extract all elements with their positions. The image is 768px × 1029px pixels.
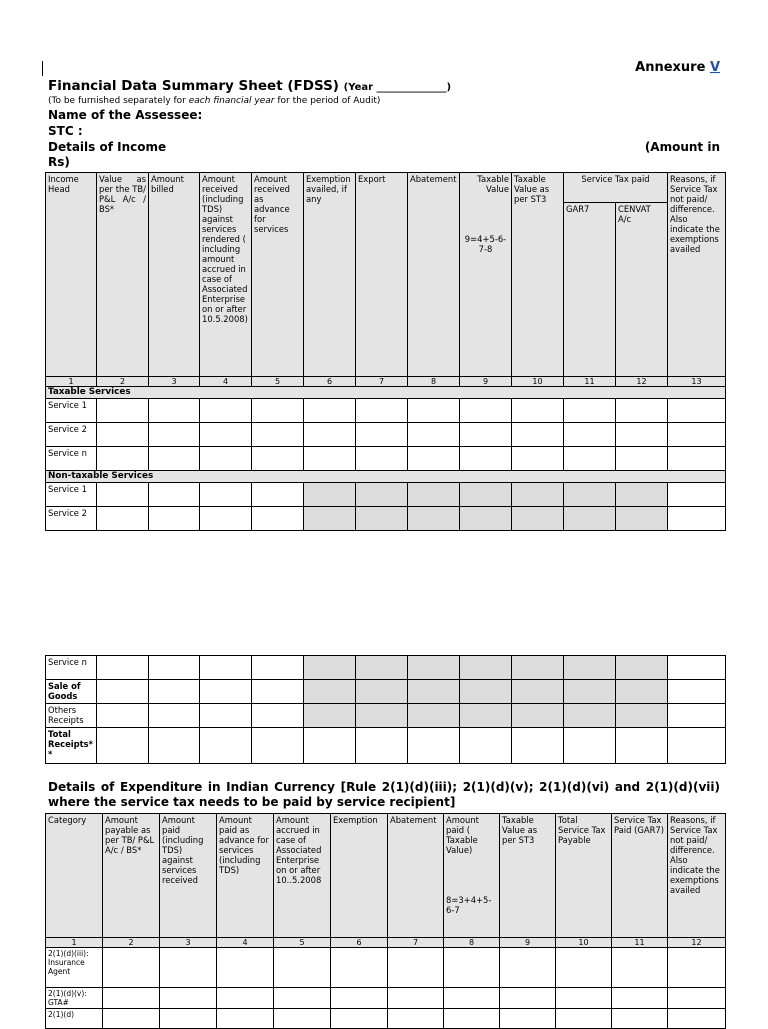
- exp-col-taxable-value: Amount paid ( Taxable Value) 8=3+4+5-6-7: [444, 814, 500, 938]
- amount-formula: 8=3+4+5-6-7: [446, 895, 492, 915]
- col-amount-received: Amount received (including TDS) against services rendered ( including amount accrued in case of Associated Enterprise on or after 10.5.2008): [200, 173, 252, 377]
- table-row: Service 1: [46, 399, 726, 423]
- exp-col-amount-paid: Amount paid (including TDS) against services received: [160, 814, 217, 938]
- col-abatement: Abatement: [408, 173, 460, 377]
- col-advance: Amount received as advance for services: [252, 173, 304, 377]
- col-reasons: Reasons, if Service Tax not paid/ difference. Also indicate the exemptions availed: [668, 173, 726, 377]
- col-exemption: Exemption availed, if any: [304, 173, 356, 377]
- table-row: Service 1: [46, 483, 726, 507]
- table-row: Others Receipts: [46, 704, 726, 728]
- section-nontaxable-services: Non-taxable Services: [46, 471, 726, 483]
- col-taxable-st3: Taxable Value as per ST3: [512, 173, 564, 377]
- annexure-number-link[interactable]: V: [709, 60, 720, 75]
- annexure-label: Annexure V: [635, 60, 720, 75]
- col-income-head: Income Head: [46, 173, 97, 377]
- col-export: Export: [356, 173, 408, 377]
- exp-col-taxable-st3: Taxable Value as per ST3: [500, 814, 556, 938]
- exp-col-abatement: Abatement: [388, 814, 444, 938]
- amount-unit-label: (Amount in: [644, 140, 720, 154]
- col-service-tax-paid: Service Tax paid: [564, 173, 668, 203]
- col-gar7: GAR7: [564, 203, 616, 377]
- exp-col-accrued: Amount accrued in case of Associated Enterprise on or after 10..5.2008: [274, 814, 331, 938]
- assessee-name-label: Name of the Assessee:: [48, 108, 203, 122]
- year-field: (Year ______________): [343, 82, 452, 93]
- expenditure-section-title: Details of Expenditure in Indian Currency [Rule 2(1)(d)(iii); 2(1)(d)(v); 2(1)(d)(vi) and 2(1)(d)(vii) where the service tax needs to be paid by service recipient]: [48, 780, 720, 809]
- table-row: Service n: [46, 656, 726, 680]
- exp-col-reasons: Reasons, if Service Tax not paid/ difference. Also indicate the exemptions availed: [668, 814, 726, 938]
- taxable-formula: 9=4+5-6-7-8: [464, 234, 507, 254]
- col-cenvat: CENVAT A/c: [616, 203, 668, 377]
- table-row: Service 2: [46, 507, 726, 531]
- income-table-continued: [45, 655, 726, 764]
- page-title: Financial Data Summary Sheet (FDSS) (Year ______________): [48, 78, 452, 94]
- subnote: (To be furnished separately for each financial year for the period of Audit): [48, 96, 381, 106]
- income-section-title: Details of Income: [48, 140, 167, 154]
- amount-unit-rs: Rs): [48, 155, 70, 169]
- table-row: Total Receipts**: [46, 728, 726, 764]
- table-row: Service n: [46, 447, 726, 471]
- exp-col-category: Category: [46, 814, 103, 938]
- exp-col-advance: Amount paid as advance for services (including TDS): [217, 814, 274, 938]
- text-cursor: [42, 61, 43, 76]
- stc-label: STC :: [48, 124, 83, 138]
- exp-col-exemption: Exemption: [331, 814, 388, 938]
- section-taxable-services: Taxable Services: [46, 387, 726, 399]
- exp-col-total-payable: Total Service Tax Payable: [556, 814, 612, 938]
- table-row: Service 2: [46, 423, 726, 447]
- exp-col-tax-paid: Service Tax Paid (GAR7): [612, 814, 668, 938]
- table-row: 2(1)(d)(v): GTA#: [46, 988, 726, 1009]
- col-value-tb: Value as per the TB/ P&L A/c / BS*: [97, 173, 149, 377]
- col-amount-billed: Amount billed: [149, 173, 200, 377]
- table-row: Sale of Goods: [46, 680, 726, 704]
- income-table: Income Head Value as per the TB/ P&L A/c / BS* Amount billed Amount received (including TDS) against services rendered ( including amount accrued in case of Associated Enterprise on or after 10.5.2008) Amount received as advance for services Exemption availed, if any Export Abatement Taxable Value 9=4+5-6-7-8 Taxable Value as per ST3 Service Tax paid Reasons, if Service Tax not paid/ difference. Also indicate the exemptions availed GAR7 CENVAT A/c 1 2 3 4 5 6 7 8 9 10 11 12 13 Taxable Services Service 1 Service 2 Service n Non-taxable Services Service 1 Service 2: [45, 172, 726, 531]
- col-taxable-value: Taxable Value 9=4+5-6-7-8: [460, 173, 512, 377]
- expenditure-table: Category Amount payable as per TB/ P&L A/c / BS* Amount paid (including TDS) against services received Amount paid as advance for services (including TDS) Amount accrued in case of Associated Enterprise on or after 10..5.2008 Exemption Abatement Amount paid ( Taxable Value) 8=3+4+5-6-7 Taxable Value as per ST3 Total Service Tax Payable Service Tax Paid (GAR7) Reasons, if Service Tax not paid/ difference. Also indicate the exemptions availed 1 2 3 4 5 6 7 8 9 10 11 12 2(1)(d)(iii): Insurance Agent 2(1)(d)(v): GTA# 2(1)(d): [45, 813, 726, 1029]
- table-row: 2(1)(d): [46, 1009, 726, 1029]
- table-row: 2(1)(d)(iii): Insurance Agent: [46, 948, 726, 988]
- exp-col-amount-payable: Amount payable as per TB/ P&L A/c / BS*: [103, 814, 160, 938]
